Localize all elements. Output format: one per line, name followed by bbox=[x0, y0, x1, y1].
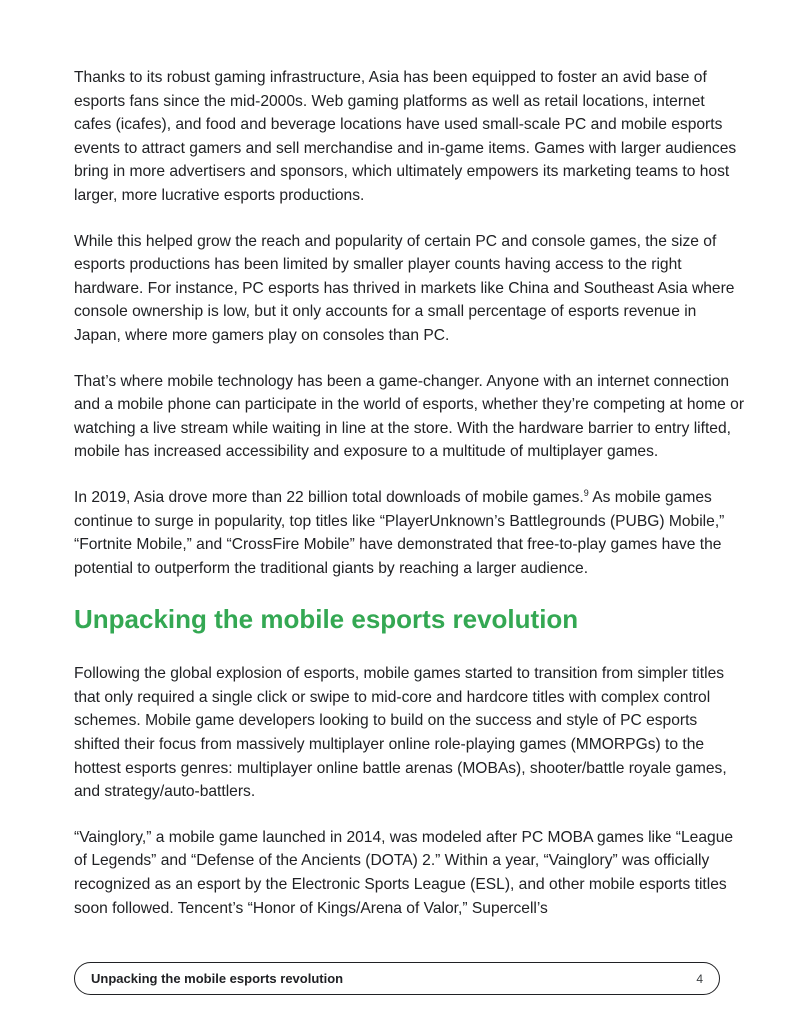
paragraph-asia-infrastructure: Thanks to its robust gaming infrastructure, Asia has been equipped to foster an avid base of esports fans since the mid-2000s. Web gaming platforms as well as retail locations, internet cafes (icafes), and food and beverage locations have used small-scale PC and mobile esports events to attract gamers and sell merchandise and in-game items. Games with larger audiences bring in more advertisers and sponsors, which ultimately empowers its marketing teams to host larger, more lucrative esports productions. bbox=[74, 69, 737, 204]
paragraph-2019-downloads bbox=[74, 486, 746, 580]
page-number: 4 bbox=[696, 971, 703, 986]
paragraph-vainglory: “Vainglory,” a mobile game launched in 2014, was modeled after PC MOBA games like “League of Legends” and “Defense of the Ancients (DOTA) 2.” Within a year, “Vainglory” was officially recognized as an esport by the Electronic Sports League (ESL), and other mobile esports titles soon followed. Tencent’s “Honor of Kings/Arena of Valor,” Supercell’s bbox=[74, 828, 734, 917]
paragraph-pc-console-limits: While this helped grow the reach and popularity of certain PC and console games, the size of esports productions has been limited by smaller player counts having access to the right hardware. For instance, PC esports has thrived in markets like China and Southeast Asia where console ownership is low, but it only accounts for a small percentage of esports revenue in Japan, where more gamers play on consoles than PC. bbox=[74, 232, 735, 344]
paragraph-mobile-game-changer: That’s where mobile technology has been a game-changer. Anyone with an internet connection and a mobile phone can participate in the world of esports, whether they’re competing at home or watching a live stream while waiting in line at the store. With the hardware barrier to entry lifted, mobile has increased accessibility and exposure to a multitude of multiplayer games. bbox=[74, 372, 745, 461]
footnote-marker: 9 bbox=[583, 487, 589, 498]
page-footer bbox=[74, 962, 720, 995]
paragraph-2019-text-end: As mobile games continue to surge in popularity, top titles like “PlayerUnknown’s Battlegrounds (PUBG) Mobile,” “Fortnite Mobile,” and “CrossFire Mobile” have demonstrated that free-to-play games have the potential to outperform the traditional giants by reaching a larger audience. bbox=[74, 488, 725, 577]
paragraph-2019-text-start: In 2019, Asia drove more than 22 billion total downloads of mobile games. bbox=[74, 488, 584, 506]
document-body bbox=[74, 66, 746, 942]
paragraph-mobile-transition: Following the global explosion of esports, mobile games started to transition from simpler titles that only required a single click or swipe to mid-core and hardcore titles with complex control schemes. Mobile game developers looking to build on the success and style of PC esports shifted their focus from massively multiplayer online role-playing games (MMORPGs) to the hottest esports genres: multiplayer online battle arenas (MOBAs), shooter/battle royale games, and strategy/auto-battlers. bbox=[74, 665, 727, 801]
section-heading: Unpacking the mobile esports revolution bbox=[74, 604, 579, 635]
footer-title: Unpacking the mobile esports revolution bbox=[91, 971, 344, 986]
